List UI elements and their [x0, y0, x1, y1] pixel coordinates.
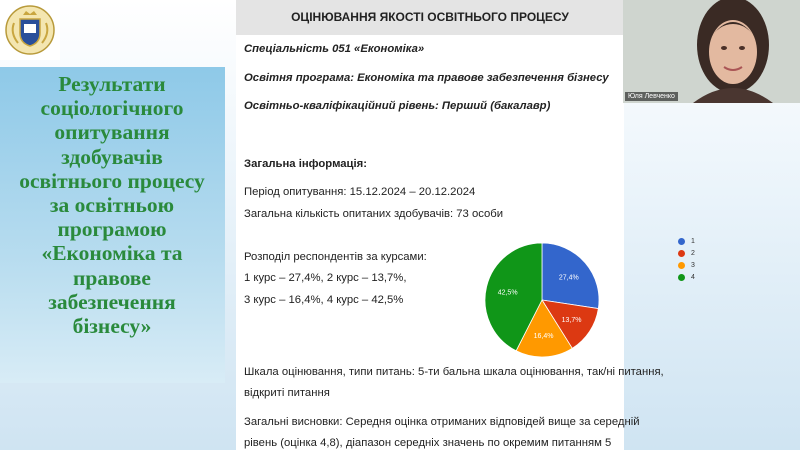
legend-dot-icon: [678, 238, 685, 245]
conclusion-line-2: рівень (оцінка 4,8), діапазон середніх значень по окремим питанням 5: [244, 437, 612, 449]
title-line: програмою: [57, 217, 167, 242]
pie-label-1: 27,4%: [558, 274, 579, 282]
title-line: освітнього процесу: [19, 168, 205, 193]
legend-label: 1: [691, 238, 695, 245]
scale-line-1: Шкала оцінювання, типи питань: 5-ти бальна шкала оцінювання, так/ні питання,: [244, 366, 664, 378]
pie-label-2: 13,7%: [561, 316, 582, 324]
title-line: бізнесу»: [72, 314, 152, 339]
slide-header: ОЦІНЮВАННЯ ЯКОСТІ ОСВІТНЬОГО ПРОЦЕСУ: [236, 0, 624, 35]
legend-dot-icon: [678, 250, 685, 257]
distribution-line-1: 1 курс – 27,4%, 2 курс – 13,7%,: [244, 272, 407, 284]
title-line: за освітньою: [49, 193, 175, 218]
title-line: правове: [73, 265, 151, 290]
legend-item-4: [678, 274, 695, 281]
legend-label: 3: [691, 262, 695, 269]
distribution-line-2: 3 курс – 16,4%, 4 курс – 42,5%: [244, 294, 404, 306]
pie-label-4: 42,5%: [497, 289, 518, 297]
general-heading: Загальна інформація:: [244, 158, 367, 170]
specialty-text: Спеціальність 051 «Економіка»: [244, 43, 425, 55]
legend-item-1: [678, 238, 695, 245]
legend-item-2: [678, 250, 695, 257]
participant-video-icon: [623, 0, 800, 103]
title-line: Результати: [58, 72, 166, 96]
university-logo: [0, 0, 60, 60]
participant-name: Юля Левченко: [625, 92, 678, 101]
legend-label: 4: [691, 274, 695, 281]
pie-label-3: 16,4%: [533, 332, 554, 340]
conclusion-line-1: Загальні висновки: Середня оцінка отриманих відповідей вище за середній: [244, 416, 640, 428]
title-line: здобувачів: [61, 144, 163, 169]
legend-item-3: [678, 262, 695, 269]
distribution-heading: Розподіл респондентів за курсами:: [244, 251, 427, 263]
presentation-title: [4, 72, 220, 338]
legend-label: 2: [691, 250, 695, 257]
legend-dot-icon: [678, 262, 685, 269]
title-line: соціологічного: [40, 96, 184, 121]
total-text: Загальна кількість опитаних здобувачів: 73 особи: [244, 208, 504, 220]
left-panel: [0, 0, 225, 450]
title-line: забезпечення: [48, 289, 176, 314]
title-line: опитування: [54, 120, 170, 145]
course-pie-chart: [484, 242, 600, 358]
period-text: Період опитування: 15.12.2024 – 20.12.2024: [244, 186, 476, 198]
level-text: Освітньо-кваліфікаційний рівень: Перший (бакалавр): [244, 100, 551, 112]
legend-dot-icon: [678, 274, 685, 281]
program-text: Освітня програма: Економіка та правове забезпечення бізнесу: [244, 72, 609, 84]
coat-of-arms-icon: [3, 3, 57, 57]
scale-line-2: відкриті питання: [244, 387, 330, 399]
title-line: «Економіка та: [41, 241, 183, 266]
webcam-video[interactable]: [623, 0, 800, 103]
